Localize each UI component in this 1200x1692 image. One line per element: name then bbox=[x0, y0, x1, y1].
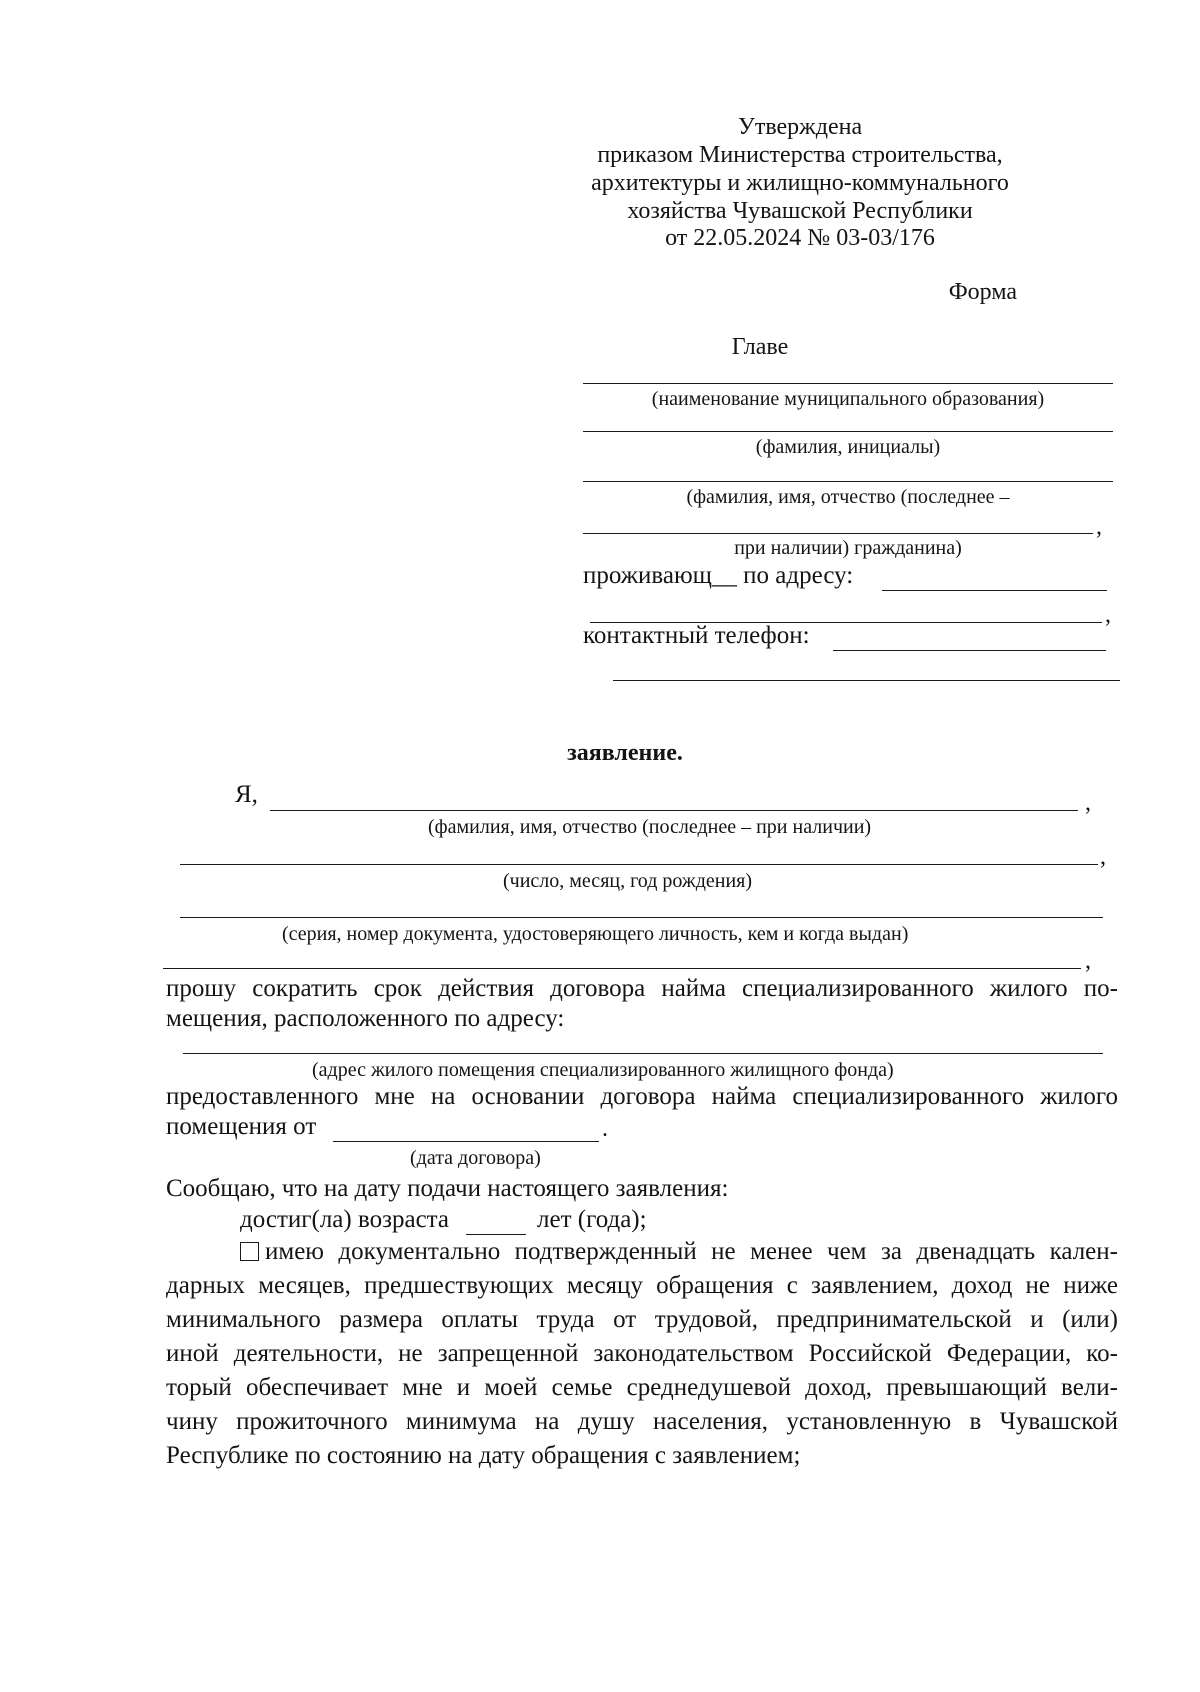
living-address-line-1 bbox=[882, 590, 1107, 591]
living-address-label: проживающ__ по адресу: bbox=[583, 562, 854, 589]
request-line-1: прошу сократить срок действия договора найма специализированного жилого по- bbox=[166, 975, 1118, 1002]
caption-contract-date: (дата договора) bbox=[410, 1147, 541, 1169]
provided-line-1: предоставленного мне на основании договора найма специализированного жилого bbox=[166, 1083, 1118, 1110]
municipality-field-line bbox=[583, 383, 1113, 384]
caption-fio-part-2: при наличии) гражданина) bbox=[734, 537, 962, 559]
premises-address-line bbox=[183, 1053, 1103, 1054]
approval-line-1: Утверждена bbox=[737, 114, 863, 140]
form-label: Форма bbox=[948, 279, 1017, 305]
phone-line-1 bbox=[833, 650, 1106, 651]
phone-label: контактный телефон: bbox=[583, 622, 810, 649]
citizen-fio-line-1 bbox=[583, 481, 1113, 482]
approval-line-3: архитектуры и жилищно-коммунального bbox=[591, 170, 1009, 196]
caption-municipality: (наименование муниципального образования) bbox=[651, 388, 1045, 410]
income-line-5: торый обеспечивает мне и моей семье среднедушевой доход, превышающий вели- bbox=[166, 1374, 1118, 1401]
income-line-7: Республике по состоянию на дату обращения с заявлением; bbox=[166, 1442, 801, 1469]
birth-date-line bbox=[180, 864, 1098, 865]
approval-line-2: приказом Министерства строительства, bbox=[597, 142, 1003, 168]
income-line-1: имею документально подтвержденный не менее чем за двенадцать кален- bbox=[240, 1238, 1118, 1266]
caption-premises-address: (адрес жилого помещения специализированного жилищного фонда) bbox=[312, 1059, 894, 1081]
inform-line: Сообщаю, что на дату подачи настоящего заявления: bbox=[166, 1175, 729, 1202]
income-line-4: иной деятельности, не запрещенной законодательством Российской Федерации, ко- bbox=[166, 1340, 1118, 1367]
caption-initials: (фамилия, инициалы) bbox=[755, 436, 941, 458]
caption-birth-date: (число, месяц, год рождения) bbox=[503, 870, 753, 892]
age-suffix: лет (года); bbox=[537, 1206, 647, 1233]
age-label: достиг(ла) возраста bbox=[240, 1206, 449, 1233]
income-line-3: минимального размера оплаты труда от трудовой, предпринимательской и (или) bbox=[166, 1306, 1118, 1333]
ya-label: Я, bbox=[235, 781, 258, 808]
contract-date-line bbox=[333, 1141, 599, 1142]
addressee-glave: Главе bbox=[731, 334, 789, 360]
applicant-fio-line bbox=[270, 810, 1078, 811]
caption-fio-part-1: (фамилия, имя, отчество (последнее – bbox=[686, 486, 1010, 508]
age-field-line bbox=[466, 1234, 526, 1235]
approval-line-4: хозяйства Чувашской Республики bbox=[627, 198, 973, 224]
citizen-fio-line-2 bbox=[583, 533, 1093, 534]
identity-document-line bbox=[180, 917, 1103, 918]
caption-applicant-fio: (фамилия, имя, отчество (последнее – при наличии) bbox=[428, 816, 872, 838]
income-checkbox[interactable] bbox=[240, 1242, 259, 1261]
initials-field-line bbox=[583, 431, 1113, 432]
income-line-2: дарных месяцев, предшествующих месяцу обращения с заявлением, доход не ниже bbox=[166, 1272, 1118, 1299]
provided-line-2: помещения от bbox=[166, 1113, 317, 1140]
income-line-6: чину прожиточного минимума на душу населения, установленную в Чувашской bbox=[166, 1408, 1118, 1435]
document-title: заявление. bbox=[567, 740, 683, 766]
phone-line-2 bbox=[613, 680, 1120, 681]
identity-document-line-2 bbox=[163, 968, 1081, 969]
document-page: Утверждена приказом Министерства строительства, архитектуры и жилищно-коммунального хозяйства Чувашской Республики от 22.05.2024 № 03-03/176 Форма Главе (наименование муниципального образования) (фамилия, инициалы) (фамилия, имя, отчество (последнее – , при наличии) гражданина) проживающ__ по адресу: , контактный телефон: заявление. Я, , (фамилия, имя, отчество (последнее – при наличии) , (число, месяц, год рождения) (серия, номер документа, удостоверяющего личность, кем и когда выдан) , прошу сократить срок действия договора найма специализированного жилого по- мещения, расположенного по адресу: (адрес жилого помещения специализированного жилищного фонда) предоставленного мне на основании договора найма специализированного жилого помещения от . (дата договора) Сообщаю, что на дату подачи настоящего заявления: достиг(ла) возраста лет (года); имею документально подтвержденный не менее чем за двенадцать кален- дарных месяцев, предшествующих месяцу обращения с заявлением, доход не ниже минимального размера оплаты труда от трудовой, предпринимательской и (или) иной деятельности, не запрещенной законодательством Российской Федерации, ко- торый обеспечивает мне и моей семье среднедушевой доход, превышающий вели- чину прожиточного минимума на душу населения, установленную в Чувашской Республике по состоянию на дату обращения с заявлением; bbox=[0, 0, 1200, 1692]
request-line-2: мещения, расположенного по адресу: bbox=[166, 1005, 565, 1032]
approval-line-5: от 22.05.2024 № 03-03/176 bbox=[665, 225, 935, 251]
caption-identity-document: (серия, номер документа, удостоверяющего личность, кем и когда выдан) bbox=[282, 923, 909, 945]
